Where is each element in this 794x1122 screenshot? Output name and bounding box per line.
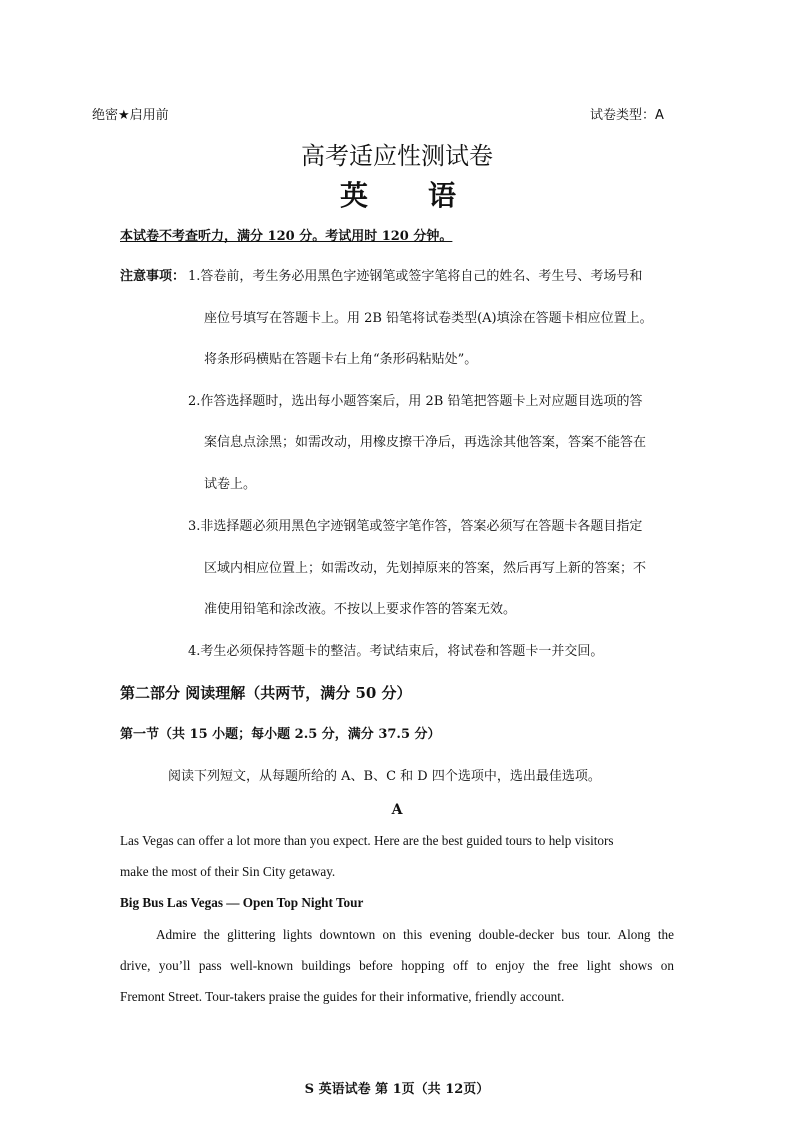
- confidential-label: 绝密★启用前: [92, 108, 169, 123]
- tour-description-line: Admire the glittering lights downtown on this evening double-decker bus tour. Along the: [156, 927, 674, 942]
- notice-line: 1.答卷前，考生务必用黑色字迹钢笔或签字笔将自己的姓名、考生号、考场号和: [188, 269, 643, 284]
- passage-intro-line: Las Vegas can offer a lot more than you expect. Here are the best guided tours to help visitors: [120, 833, 614, 848]
- notice-line: 4.考生必须保持答题卡的整洁。考试结束后，将试卷和答题卡一并交回。: [188, 644, 604, 659]
- subject-char-1: 英: [340, 179, 371, 212]
- notice-line: 3.非选择题必须用黑色字迹钢笔或签字笔作答，答案必须写在答题卡各题目指定: [188, 519, 643, 534]
- passage-intro-line: make the most of their Sin City getaway.: [120, 864, 336, 879]
- notice-line: 准使用铅笔和涂改液。不按以上要求作答的答案无效。: [204, 602, 517, 617]
- subject-char-2: 语: [428, 179, 459, 212]
- notice-line: 案信息点涂黑；如需改动，用橡皮擦干净后，再选涂其他答案，答案不能答在: [204, 435, 647, 450]
- exam-title: 高考适应性测试卷: [301, 142, 493, 170]
- notice-line: 将条形码横贴在答题卡右上角“条形码粘贴处”。: [204, 352, 478, 367]
- exam-intro: 本试卷不考查听力，满分 120 分。考试用时 120 分钟。: [120, 229, 453, 244]
- subject-title: [340, 174, 458, 214]
- section-heading: 第一节（共 15 小题；每小题 2.5 分，满分 37.5 分）: [120, 727, 441, 742]
- page-footer: S 英语试卷 第 1页（共 12页）: [304, 1082, 490, 1097]
- part-heading: 第二部分 阅读理解（共两节，满分 50 分）: [120, 684, 412, 702]
- tour-title: Big Bus Las Vegas — Open Top Night Tour: [120, 895, 364, 910]
- notice-line: 座位号填写在答题卡上。用 2B 铅笔将试卷类型(A)填涂在答题卡相应位置上。: [204, 311, 653, 326]
- section-instruction: 阅读下列短文，从每题所给的 A、B、C 和 D 四个选项中，选出最佳选项。: [168, 769, 601, 784]
- tour-description-line: drive, you’ll pass well-known buildings before hopping off to enjoy the free light shows on: [120, 958, 674, 973]
- paper-type-label: 试卷类型：A: [590, 108, 664, 123]
- notice-line: 2.作答选择题时，选出每小题答案后，用 2B 铅笔把答题卡上对应题目选项的答: [188, 394, 643, 409]
- notice-line: 试卷上。: [204, 477, 257, 492]
- tour-description-line: Fremont Street. Tour-takers praise the guides for their informative, friendly account.: [120, 989, 565, 1004]
- passage-letter: A: [391, 802, 403, 818]
- notice-line: 区域内相应位置上；如需改动，先划掉原来的答案，然后再写上新的答案；不: [204, 561, 647, 576]
- notice-label: 注意事项：: [120, 269, 186, 284]
